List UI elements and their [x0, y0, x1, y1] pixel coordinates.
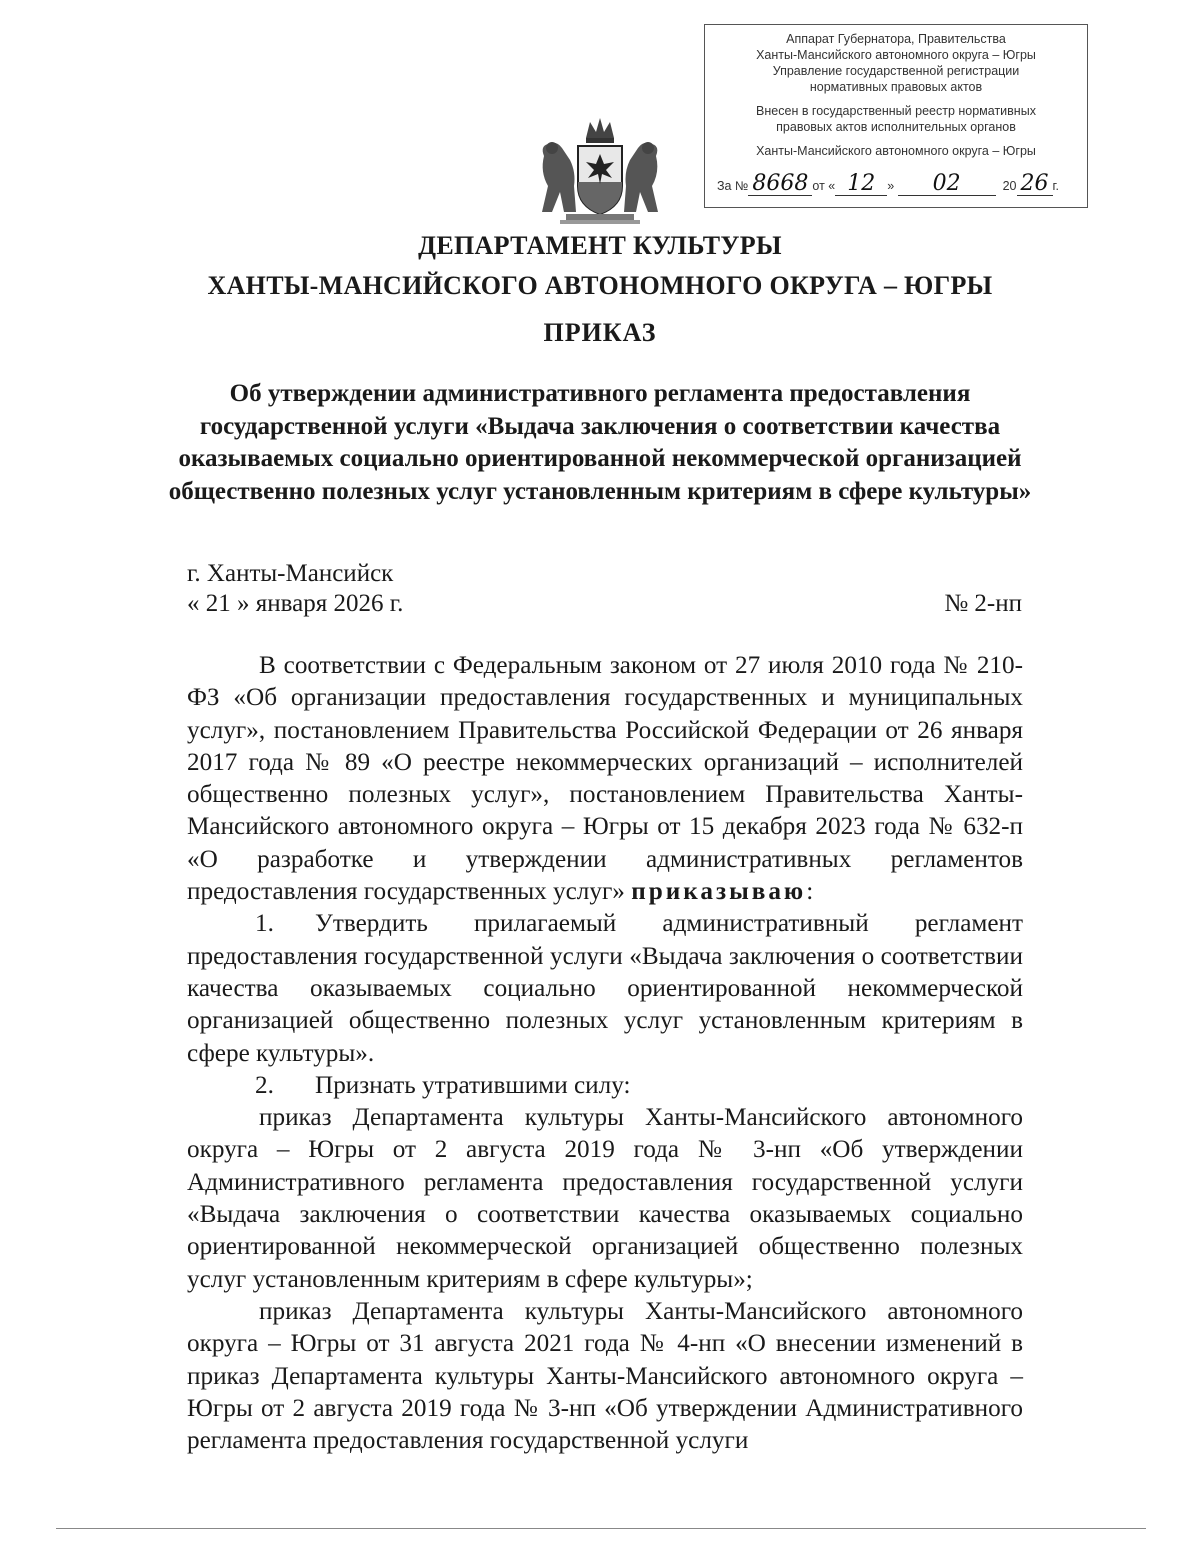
document-title: Об утверждении административного регламента предоставления государственной услуги «Выдача заключения о соответствии качества оказываемых социально ориентированной некоммерческой организацией общественно полезных услуг установленным критериям в сфере культуры» [168, 380, 1032, 505]
stamp-reg-from: от « [812, 179, 836, 193]
document-date: « 21 » января 2026 г. [187, 590, 404, 617]
item-text: Утвердить прилагаемый административный регламент предоставления государственной услуги «Выдача заключения о соответствии качества оказываемых социально ориентированной некоммерческой организацией общественно полезных услуг установленным критериям в сфере культуры». [187, 910, 1023, 1067]
item-number: 1. [255, 910, 274, 938]
item-number: 2. [255, 1071, 274, 1099]
document-body [187, 650, 1023, 1457]
stamp-reg-prefix: За № [717, 179, 749, 193]
document-type: ПРИКАЗ [543, 318, 657, 347]
paragraph-sub-2: приказ Департамента культуры Ханты-Мансийского автономного округа – Югры от 31 августа 2021 года № 4-нп «О внесении изменений в приказ Департамента культуры Ханты-Мансийского автономного округа – Югры от 2 августа 2019 года № 3-нп «Об утверждении Административного регламента предоставления государственной услуги [187, 1297, 1023, 1455]
document-place: г. Ханты-Мансийск [187, 560, 394, 587]
paragraph-item-1 [187, 908, 1023, 1069]
stamp-line: Внесен в государственный реестр нормативных [756, 104, 1036, 118]
paragraph-item-2 [187, 1070, 1023, 1102]
stamp-line: Управление государственной регистрации [772, 64, 1020, 78]
stamp-reg-year-prefix: 20 [1002, 179, 1017, 193]
stamp-reg-year: 26 [1017, 173, 1053, 196]
paragraph-sub-1: приказ Департамента культуры Ханты-Мансийского автономного округа – Югры от 2 августа 2019 года № 3-нп «Об утверждении Административного регламента предоставления государственной услуги «Выдача заключения о соответствии качества оказываемых социально ориентированной некоммерческой организацией общественно полезных услуг установленным критериям в сфере культуры»; [187, 1104, 1023, 1293]
coat-of-arms-icon [536, 116, 664, 228]
stamp-line: Аппарат Губернатора, Правительства [786, 32, 1006, 46]
document-number: № 2-нп [944, 590, 1022, 617]
preamble-text: В соответствии с Федеральным законом от 27 июля 2010 года № 210-ФЗ «Об организации предоставления государственных и муниципальных услуг», постановлением Правительства Российской Федерации от 26 января 2017 года № 89 «О реестре некоммерческих организаций – исполнителей общественно полезных услуг», постановлением Правительства Ханты-Мансийского автономного округа – Югры от 15 декабря 2023 года № 632-п «О разработке и утверждении административных регламентов предоставления государственных услуг» [187, 652, 1023, 906]
department-header [0, 226, 1200, 306]
stamp-line: нормативных правовых актов [809, 80, 983, 94]
order-colon: : [806, 878, 814, 906]
stamp-reg-day: 12 [835, 173, 887, 196]
page-divider [56, 1528, 1146, 1529]
item-text: Признать утратившими силу: [315, 1071, 631, 1099]
stamp-registration-number [717, 173, 1077, 199]
registration-stamp [704, 24, 1088, 208]
paragraph-preamble [187, 650, 1023, 908]
stamp-line: правовых актов исполнительных органов [776, 120, 1016, 134]
order-word: приказываю [631, 878, 807, 906]
stamp-line: Ханты-Мансийского автономного округа – Югры [756, 48, 1036, 62]
stamp-reg-month: 02 [898, 173, 996, 196]
stamp-reg-number: 8668 [748, 173, 812, 196]
stamp-reg-suffix: г. [1052, 179, 1060, 193]
stamp-reg-close: » [887, 179, 895, 193]
header-line: ХАНТЫ-МАНСИЙСКОГО АВТОНОМНОГО ОКРУГА – ЮГРЫ [207, 271, 993, 300]
header-line: ДЕПАРТАМЕНТ КУЛЬТУРЫ [418, 231, 782, 260]
stamp-line: Ханты-Мансийского автономного округа – Югры [756, 144, 1036, 158]
